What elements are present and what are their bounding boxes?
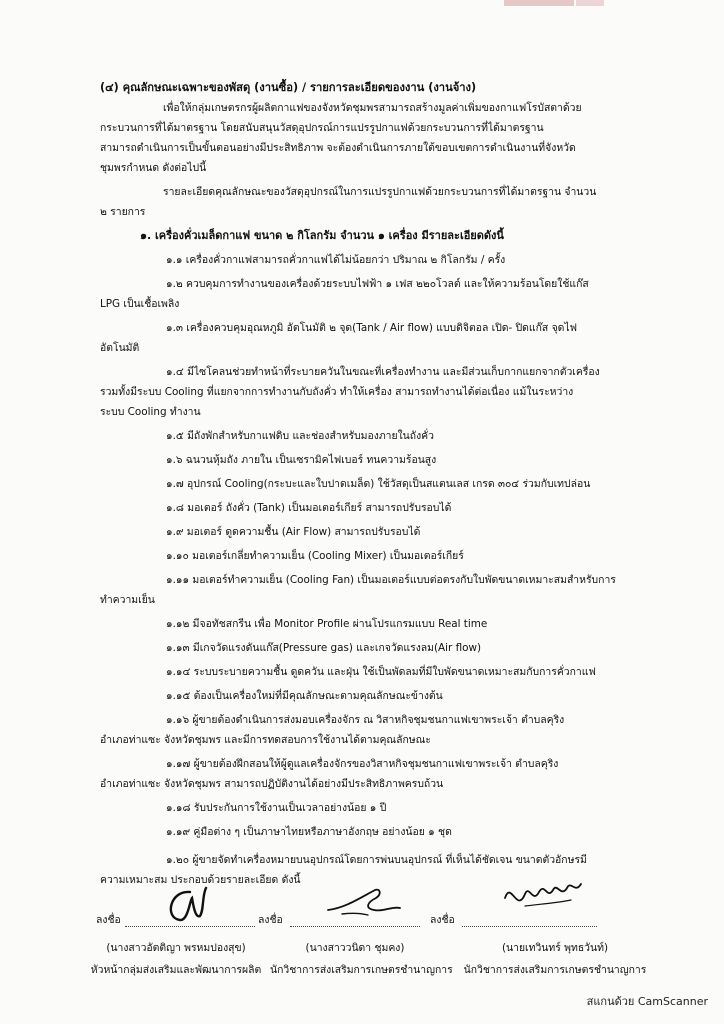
signature-line [462,925,597,927]
spec-line: ๑.๙ มอเตอร์ ดูดความชื้น (Air Flow) สามารถปรับรอบได้ [166,526,421,538]
spec-line: ๑.๑๓ มีเกจวัดแรงดันแก๊ส(Pressure gas) และเกจวัดแรงลม(Air flow) [166,642,482,654]
section-header: (๔) คุณลักษณะเฉพาะของพัสดุ (งานซื้อ) / รายการละเอียดของงาน (งานจ้าง) [100,81,477,94]
spec-line: ๑.๑๑ มอเตอร์ทำความเย็น (Cooling Fan) เป็นมอเตอร์แบบต่อตรงกับใบพัดขนาดเหมาะสมสำหรับการ [166,574,616,586]
summary-line: ๒ รายการ [100,206,146,218]
spec-line: ๑.๘ มอเตอร์ ถังคั่ว (Tank) เป็นมอเตอร์เกียร์ สามารถปรับรอบได้ [166,502,452,514]
intro-line: กระบวนการที่ได้มาตรฐาน โดยสนับสนุนวัสดุอุปกรณ์การแปรรูปกาแฟด้วยกระบวนการที่ได้มาตรฐาน [100,122,544,134]
spec-line: ๑.๔ มีไซโคลนช่วยทำหน้าที่ระบายควันในขณะที่เครื่องทำงาน และมีส่วนเก็บกากแยกจากตัวเครื่อง [166,366,600,378]
spec-line: ๑.๕ มีถังพักสำหรับกาแฟดิบ และช่องสำหรับมองภายในถังคั่ว [166,430,434,442]
spec-line: อัตโนมัติ [100,342,140,354]
spec-line: ๑.๑๙ คู่มือต่าง ๆ เป็นภาษาไทยหรือภาษาอังกฤษ อย่างน้อย ๑ ชุด [166,826,452,838]
signature-1 [150,880,220,930]
intro-line: ชุมพรกำหนด ดังต่อไปนี้ [100,162,207,174]
spec-line: ๑.๑๖ ผู้ขายต้องดำเนินการส่งมอบเครื่องจักร ณ วิสาหกิจชุมชนกาแฟเขาพระเจ้า ตำบลคุริง [166,714,565,726]
signer-title: นักวิชาการส่งเสริมการเกษตรชำนาญการ [270,964,453,976]
spec-line: ๑.๑๕ ต้องเป็นเครื่องใหม่ที่มีคุณลักษณะตามคุณลักษณะข้างต้น [166,690,443,702]
sign-label: ลงชื่อ [96,914,121,926]
spec-line: ๑.๑ เครื่องคั่วกาแฟสามารถคั่วกาแฟได้ไม่น้อยกว่า ปริมาณ ๒ กิโลกรัม / ครั้ง [166,254,506,266]
intro-line: สามารถดำเนินการเป็นขั้นตอนอย่างมีประสิทธิภาพ จะต้องดำเนินการภายใต้ขอบเขตการดำเนินงานที่จังหวัด [100,142,576,154]
spec-line: ๑.๖ ฉนวนหุ้มถัง ภายใน เป็นเซรามิคไฟเบอร์ ทนความร้อนสูง [166,454,437,466]
spec-line: ๑.๑๘ รับประกันการใช้งานเป็นเวลาอย่างน้อย ๑ ปี [166,802,387,814]
spec-line: รวมทั้งมีระบบ Cooling ที่แยกจากการทำงานกับถังคั่ว ทำให้เครื่อง สามารถทำงานได้ต่อเนื่อง แม้ในระหว่าง [100,386,574,398]
signer-name: (นางสาววนิดา ชุมคง) [305,942,405,954]
item-title: ๑. เครื่องคั่วเมล็ดกาแฟ ขนาด ๒ กิโลกรัม จำนวน ๑ เครื่อง มีรายละเอียดดังนี้ [140,229,504,242]
signature-line [290,925,420,927]
spec-line: ๑.๑๐ มอเตอร์เกลี่ยทำความเย็น (Cooling Mixer) เป็นมอเตอร์เกียร์ [166,550,464,562]
spec-line: LPG เป็นเชื้อเพลิง [100,298,180,310]
signer-title: หัวหน้ากลุ่มส่งเสริมและพัฒนาการผลิต [90,964,262,976]
spec-line: ๑.๒ ควบคุมการทำงานของเครื่องด้วยระบบไฟฟ้า ๑ เฟส ๒๒๐โวลต์ และให้ความร้อนโดยใช้แก๊ส [166,278,589,290]
scan-edge-mark [504,0,574,6]
sign-label: ลงชื่อ [258,914,283,926]
sign-label: ลงชื่อ [430,914,455,926]
spec-line: ๑.๑๒ มีจอทัชสกรีน เพื่อ Monitor Profile ผ่านโปรแกรมแบบ Real time [166,618,488,630]
signer-name: (นางสาวอัตติญา พรหมปองสุข) [106,942,246,954]
spec-line: ๑.๓ เครื่องควบคุมอุณหภูมิ อัตโนมัติ ๒ จุด(Tank / Air flow) แบบดิจิตอล เปิด- ปิดแก๊ส จุดไฟ [166,322,577,334]
signature-2 [320,880,410,925]
summary-line: รายละเอียดคุณลักษณะของวัสดุอุปกรณ์ในการแปรรูปกาแฟด้วยกระบวนการที่ได้มาตรฐาน จำนวน [163,186,597,198]
signer-title: นักวิชาการส่งเสริมการเกษตรชำนาญการ [463,964,647,976]
spec-line: ๑.๒๐ ผู้ขายจัดทำเครื่องหมายบนอุปกรณ์โดยการพ่นบนอุปกรณ์ ที่เห็นได้ชัดเจน ขนาดตัวอักษรมี [166,854,587,866]
spec-line: ระบบ Cooling ทำงาน [100,406,201,418]
spec-line: ๑.๑๔ ระบบระบายความชื้น ดูดควัน และฝุ่น ใช้เป็นพัดลมที่มีใบพัดขนาดเหมาะสมกับการคั่วกาแฟ [166,666,596,678]
spec-line: ๑.๑๗ ผู้ขายต้องฝึกสอนให้ผู้ดูแลเครื่องจักรของวิสาหกิจชุมชนกาแฟเขาพระเจ้า ตำบลคุริง [166,758,559,770]
spec-line: อำเภอท่าแซะ จังหวัดชุมพร สามารถปฏิบัติงานได้อย่างมีประสิทธิภาพครบถ้วน [100,778,444,790]
spec-line: ความเหมาะสม ประกอบด้วยรายละเอียด ดังนี้ [100,874,301,886]
scanner-watermark: สแกนด้วย CamScanner [586,995,708,1008]
intro-line: เพื่อให้กลุ่มเกษตรกรผู้ผลิตกาแฟของจังหวัดชุมพรสามารถสร้างมูลค่าเพิ่มของกาแฟโรบัสตาด้วย [163,102,582,114]
scan-edge-mark [576,0,604,6]
signature-3 [495,870,595,925]
spec-line: ๑.๗ อุปกรณ์ Cooling(กระบะและใบปาดเมล็ด) ใช้วัสดุเป็นสแตนเลส เกรด ๓๐๔ ร่วมกับเทปล่อน [166,478,591,490]
signer-name: (นายเทวินทร์ พุทธวันท์) [501,942,609,954]
spec-line: ทำความเย็น [100,594,155,606]
spec-line: อำเภอท่าแซะ จังหวัดชุมพร และมีการทดสอบการใช้งานได้ตามคุณลักษณะ [100,734,431,746]
